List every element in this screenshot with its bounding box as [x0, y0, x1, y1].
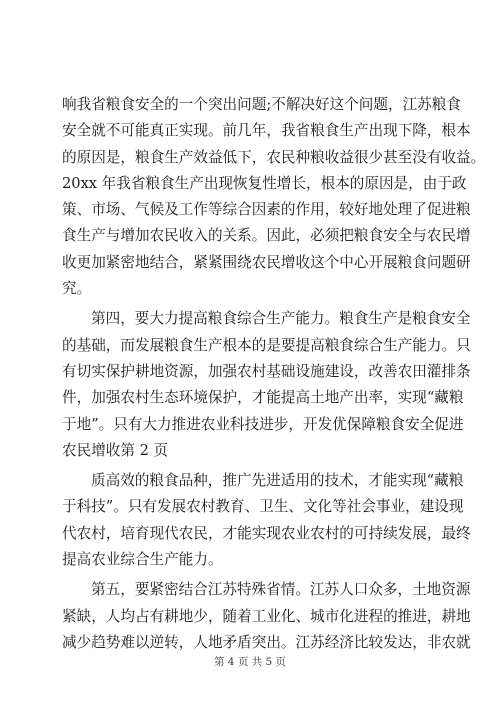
text-line: 策、市场、气候及工作等综合因素的作用，较好地处理了促进粮: [62, 201, 471, 219]
text-line: 于科技”。只有发展农村教育、卫生、文化等社会事业，建设现: [62, 498, 464, 516]
text-line: 食生产与增加农民收入的关系。因此，必须把粮食安全与农民增: [62, 227, 471, 245]
page-number-footer: 第 4 页 共 5 页: [213, 656, 287, 668]
text-line: 究。: [62, 280, 92, 298]
text-line: 的原因是，粮食生产效益低下，农民种粮收益很少甚至没有收益。: [62, 148, 486, 166]
text-line: 第五，要紧密结合江苏特殊省情。江苏人口众多，土地资源: [91, 581, 471, 599]
text-line: 有切实保护耕地资源，加强农村基础设施建设，改善农田灌排条: [62, 362, 471, 380]
text-line: 于地”。只有大力推进农业科技进步，开发优保障粮食安全促进: [62, 415, 464, 433]
text-line: 第四，要大力提高粮食综合生产能力。粮食生产是粮食安全: [91, 310, 471, 328]
document-body: [62, 92, 486, 660]
text-line: 的基础，而发展粮食生产根本的是要提高粮食综合生产能力。只: [62, 336, 471, 354]
paragraph: [62, 577, 471, 656]
text-line: 收更加紧密地结合，紧紧围绕农民增收这个中心开展粮食问题研: [62, 253, 471, 271]
text-line: 件，加强农村生态环境保护，才能提高土地产出率，实现“藏粮: [62, 389, 464, 407]
text-line: 安全就不可能真正实现。前几年，我省粮食生产出现下降，根本: [62, 122, 471, 140]
paragraph: [62, 92, 486, 302]
text-line: 提高农业综合生产能力。: [62, 551, 223, 569]
text-line: 农民增收第 2 页: [62, 441, 169, 459]
text-line: 代农村，培育现代农民，才能实现农业农村的可持续发展，最终: [62, 524, 471, 542]
text-line: 响我省粮食安全的一个突出问题;不解决好这个问题，江苏粮食: [62, 96, 461, 113]
paragraph: [62, 468, 471, 573]
text-line: 减少趋势难以逆转，人地矛盾突出。江苏经济比较发达，非农就: [62, 633, 471, 651]
text-line: 20xx 年我省粮食生产出现恢复性增长，根本的原因是，由于政: [62, 174, 467, 192]
text-line: 质高效的粮食品种，推广先进适用的技术，才能实现“藏粮: [91, 472, 464, 490]
paragraph: [62, 306, 471, 464]
text-line: 紧缺，人均占有耕地少，随着工业化、城市化进程的推进，耕地: [62, 607, 471, 625]
